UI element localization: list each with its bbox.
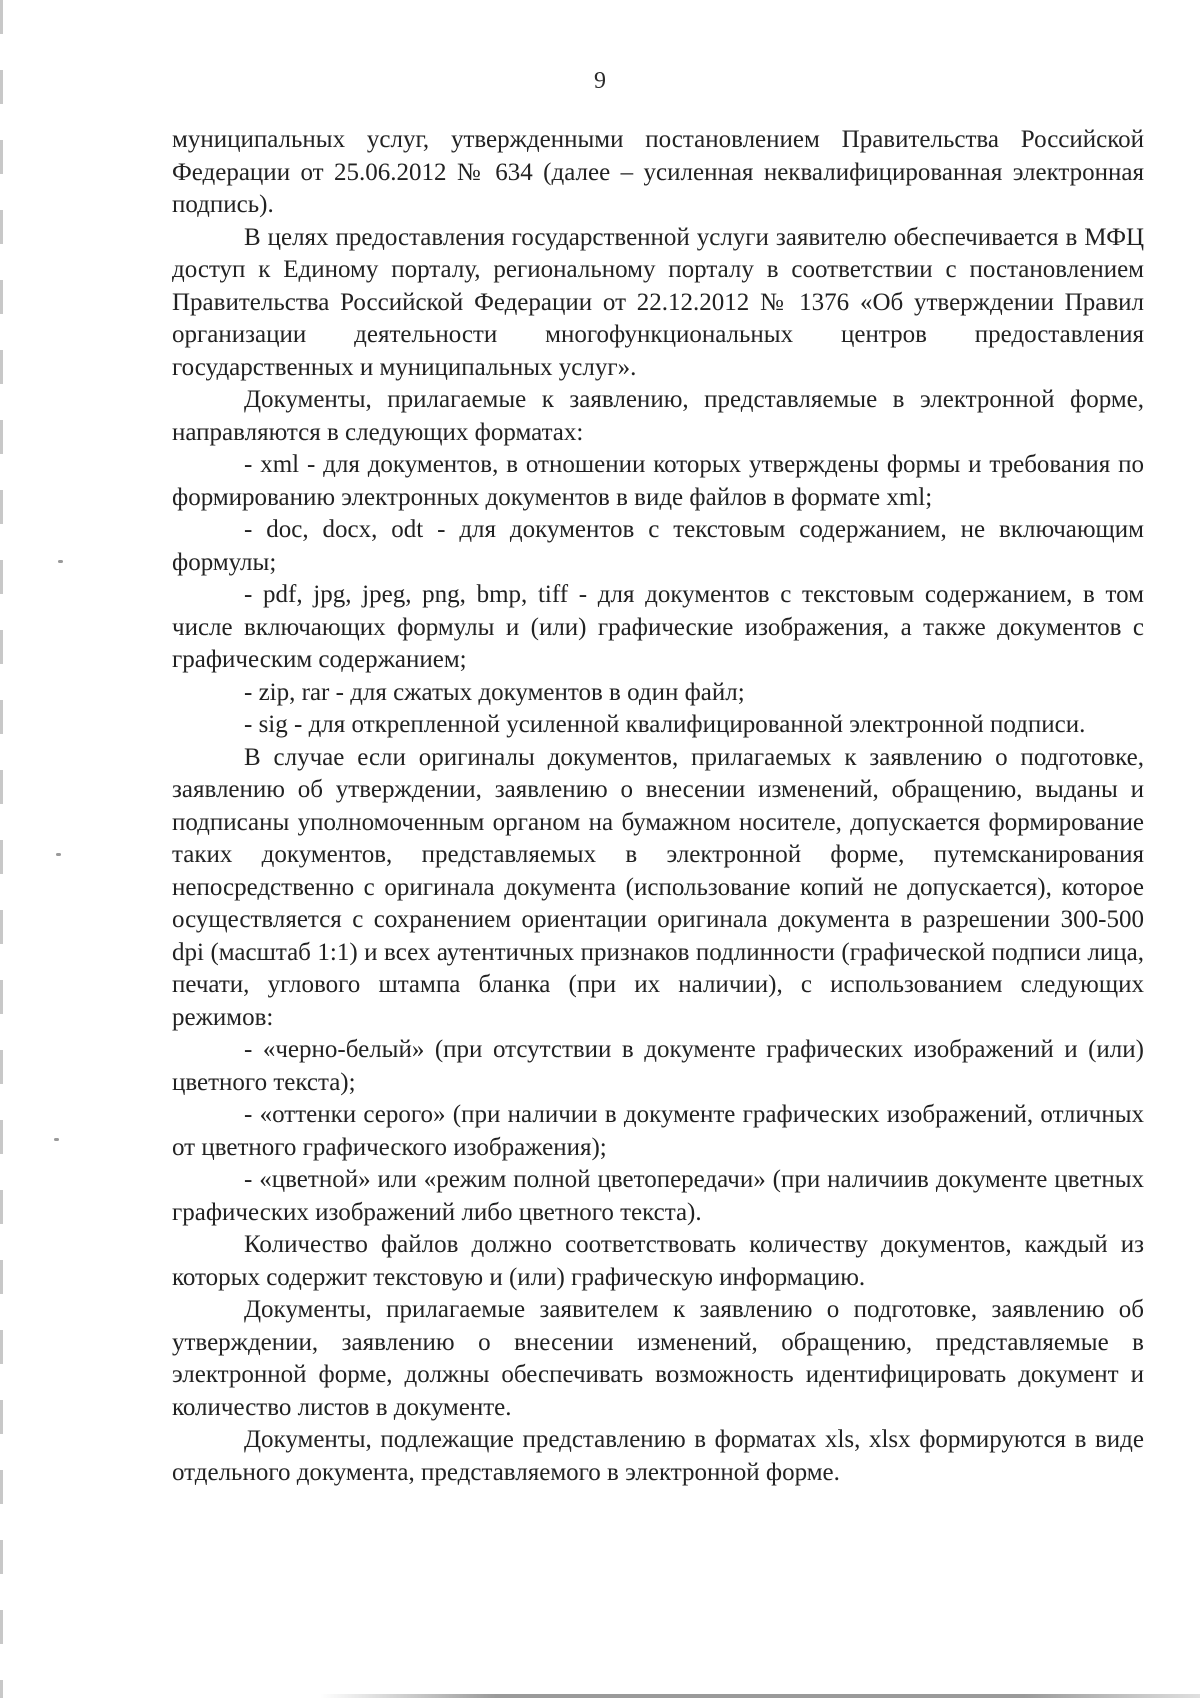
scan-edge-artifact xyxy=(0,0,3,1698)
list-item: - doc, docx, odt - для документов с текстовым содержанием, не включающим формулы; xyxy=(172,516,1144,576)
scan-speck xyxy=(54,1138,59,1141)
list-item: - sig - для открепленной усиленной квалифицированной электронной подписи. xyxy=(244,711,1086,738)
paragraph: Количество файлов должно соответствовать количеству документов, каждый из которых содержит текстовую и (или) графическую информацию. xyxy=(172,1231,1144,1291)
scan-speck xyxy=(56,853,61,856)
paragraph: муниципальных услуг, утвержденными постановлением Правительства Российской Федерации от 25.06.2012 № 634 (далее – усиленная неквалифицированная электронная подпись). xyxy=(172,126,1144,218)
list-item: - xml - для документов, в отношении которых утверждены формы и требования по формированию электронных документов в виде файлов в формате xml; xyxy=(172,451,1144,511)
document-body xyxy=(172,124,1144,1489)
list-item: - zip, rar - для сжатых документов в один файл; xyxy=(244,678,745,706)
paragraph: Документы, прилагаемые к заявлению, представляемые в электронной форме, направляются в следующих форматах: xyxy=(172,386,1144,446)
list-item: - «черно-белый» (при отсутствии в документе графических изображений и (или) цветного текста); xyxy=(172,1036,1144,1096)
paragraph: В целях предоставления государственной услуги заявителю обеспечивается в МФЦ доступ к Единому порталу, региональному порталу в соответствии с постановлением Правительства Российской Федерации от 22.12.2012 № 1376 «Об утверждении Правил организации деятельности многофункциональных центров предоставления государственных и муниципальных услуг». xyxy=(172,223,1144,381)
paragraph: Документы, подлежащие представлению в форматах xls, xlsx формируются в виде отдельного документа, представляемого в электронной форме. xyxy=(172,1426,1144,1486)
scan-bottom-edge xyxy=(320,1694,1200,1698)
page-number: 9 xyxy=(594,68,606,94)
list-item: - «цветной» или «режим полной цветопередачи» (при наличиив документе цветных графических изображений либо цветного текста). xyxy=(172,1166,1144,1226)
paragraph: Документы, прилагаемые заявителем к заявлению о подготовке, заявлению об утверждении, заявлению о внесении изменений, обращению, представляемые в электронной форме, должны обеспечивать возможность идентифицировать документ и количество листов в документе. xyxy=(172,1296,1144,1421)
list-item: - «оттенки серого» (при наличии в документе графических изображений, отличных от цветного графического изображения); xyxy=(172,1101,1144,1161)
list-item: - pdf, jpg, jpeg, png, bmp, tiff - для документов с текстовым содержанием, в том числе включающих формулы и (или) графические изображения, а также документов с графическим содержанием; xyxy=(172,581,1144,673)
scan-speck xyxy=(58,560,63,563)
paragraph: В случае если оригиналы документов, прилагаемых к заявлению о подготовке, заявлению об утверждении, заявлению о внесении изменений, обращению, выданы и подписаны уполномоченным органом на бумажном носителе, допускается формирование таких документов, представляемых в электронной форме, путемсканирования непосредственно с оригинала документа (использование копий не допускается), которое осуществляется с сохранением ориентации оригинала документа в разрешении 300-500 dpi (масштаб 1:1) и всех аутентичных признаков подлинности (графической подписи лица, печати, углового штампа бланка (при их наличии), с использованием следующих режимов: xyxy=(172,743,1144,1031)
